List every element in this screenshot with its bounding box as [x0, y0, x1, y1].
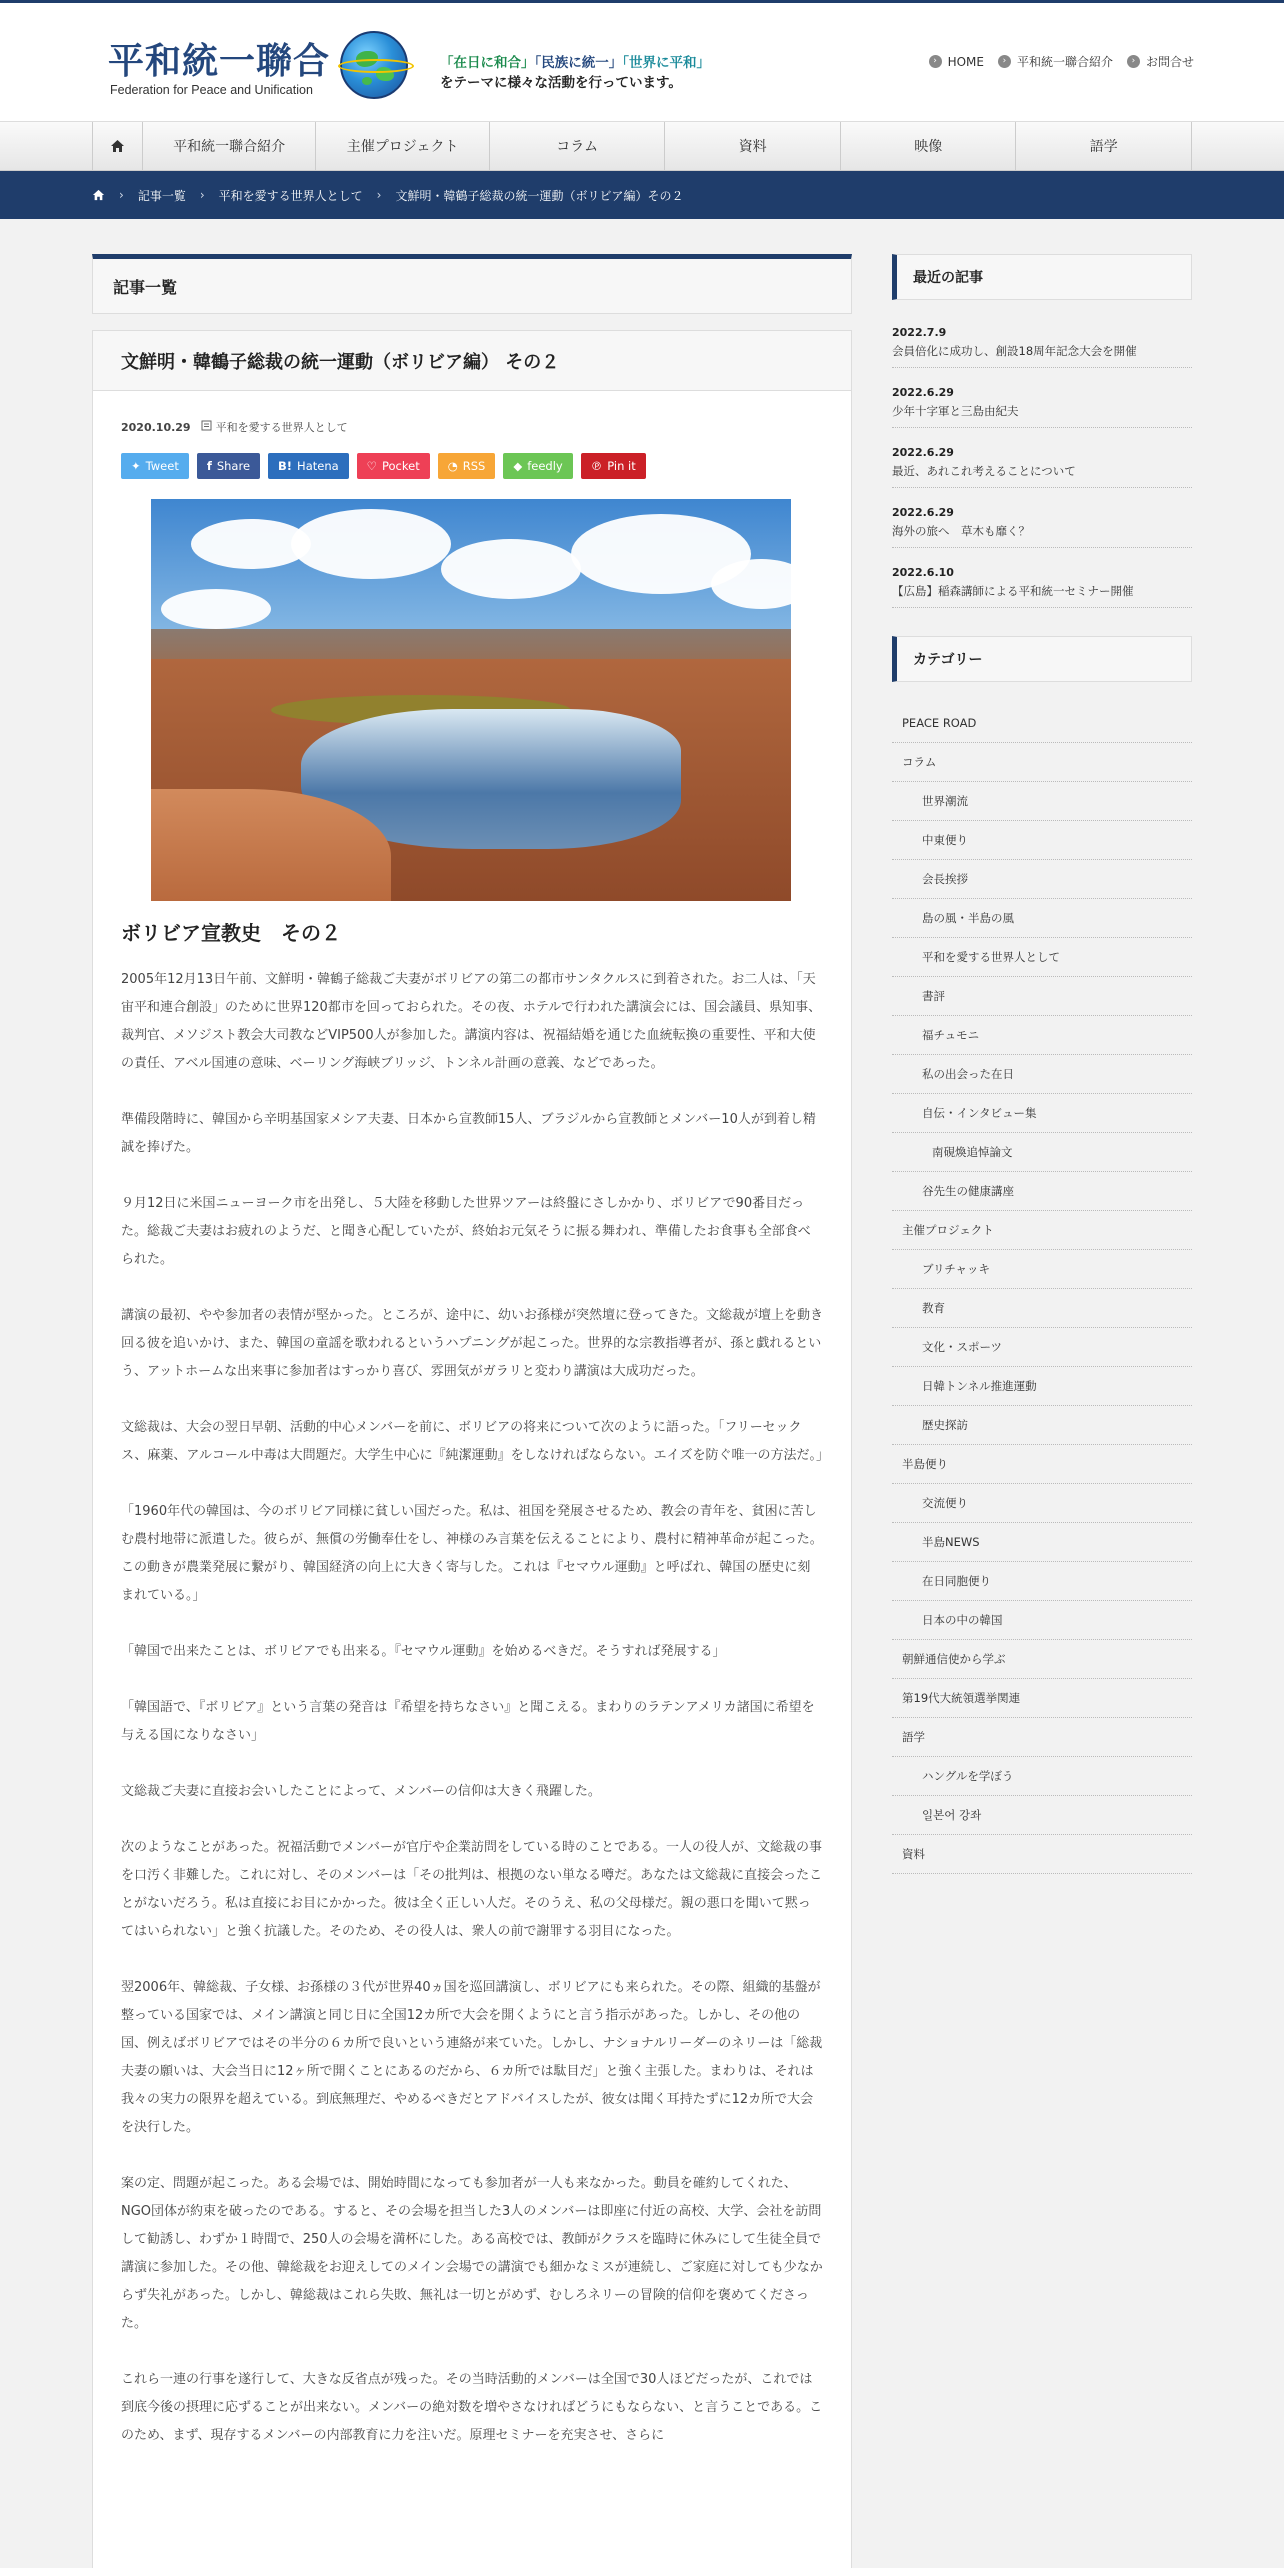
chevron-right-icon: ›: [929, 55, 942, 68]
category-item[interactable]: コラム: [892, 743, 1192, 782]
home-icon: [110, 139, 125, 153]
post-title: 文鮮明・韓鶴子総裁の統一運動（ボリビア編） その２: [93, 331, 851, 391]
paragraph: 準備段階時に、韓国から辛明基国家メシア夫妻、日本から宣教師15人、ブラジルから宣教師とメンバー10人が到着し精誠を捧げた。: [121, 1112, 816, 1155]
post-date: 2020.10.29: [121, 420, 191, 434]
globe-logo-icon: [340, 31, 408, 99]
category-item[interactable]: 語学: [892, 1718, 1192, 1757]
folder-icon: [201, 420, 212, 434]
category-item[interactable]: 第19代大統領選挙関連: [892, 1679, 1192, 1718]
paragraph: 文総裁は、大会の翌日早朝、活動的中心メンバーを前に、ボリビアの将来について次のように語った。「フリーセックス、麻薬、アルコール中毒は大問題だ。大学生中心に『純潔運動』をしなければならない。エイズを防ぐ唯一の方法だ。」: [121, 1420, 829, 1463]
category-item[interactable]: 平和を愛する世界人として: [892, 938, 1192, 977]
category-item[interactable]: 歴史探訪: [892, 1406, 1192, 1445]
recent-post-title[interactable]: 【広島】稲森講師による平和統一セミナー開催: [892, 584, 1134, 598]
article-photo: [151, 499, 791, 901]
recent-post-title[interactable]: 会員倍化に成功し、創設18周年記念大会を開催: [892, 344, 1137, 358]
home-icon[interactable]: [92, 189, 105, 201]
category-heading: カテゴリー: [892, 636, 1192, 682]
category-item[interactable]: 日韓トンネル推進運動: [892, 1367, 1192, 1406]
top-link-label: お問合せ: [1145, 55, 1194, 69]
category-item[interactable]: 일본어 강좌: [892, 1796, 1192, 1835]
tagline-line-2: をテーマに様々な活動を行っています。: [440, 75, 682, 91]
category-item[interactable]: 半島便り: [892, 1445, 1192, 1484]
share-label: Hatena: [297, 459, 339, 473]
paragraph: 「韓国で出来たことは、ボリビアでも出来る。『セマウル運動』を始めるべきだ。そうすれば発展する」: [121, 1644, 726, 1659]
recent-post-item[interactable]: [892, 322, 1192, 368]
chevron-right-icon: ›: [119, 188, 124, 202]
tagline-part-2: 「民族に統一」: [534, 55, 623, 71]
paragraph: 「1960年代の韓国は、今のボリビア同様に貧しい国だった。私は、祖国を発展させるため、教会の青年を、貧困に苦しむ農村地帯に派遣した。彼らが、無償の労働奉仕をし、神様のみ言葉を伝えることにより、農村に精神革命が起こった。この動きが農業発展に繋がり、韓国経済の向上に大きく寄与した。これは『セマウル運動』と呼ばれ、韓国の歴史に刻まれている。」: [121, 1504, 823, 1603]
category-item[interactable]: 書評: [892, 977, 1192, 1016]
category-item[interactable]: 島の風・半島の風: [892, 899, 1192, 938]
post-category-link[interactable]: 平和を愛する世界人として: [215, 421, 348, 434]
paragraph: 2005年12月13日午前、文鮮明・韓鶴子総裁ご夫妻がボリビアの第二の都市サンタクルスに到着された。お二人は、「天宙平和連合創設」のために世界120都市を回っておられた。その夜、ホテルで行われた講演会には、国会議員、県知事、裁判官、メソジスト教会大司教などVIP500人が参加した。講演内容は、祝福結婚を通じた血統転換の重要性、平和大使の責任、アベル国連の意味、ベーリング海峡ブリッジ、トンネル計画の意義、などであった。: [121, 972, 822, 1071]
nav-item-about[interactable]: 平和統一聯合紹介: [143, 122, 317, 170]
tagline-part-3: 「世界に平和」: [622, 55, 710, 71]
main-content: [92, 254, 852, 2568]
category-item[interactable]: ブリチャッキ: [892, 1250, 1192, 1289]
breadcrumb-current: 文鮮明・韓鶴子総裁の統一運動（ボリビア編）その２: [395, 188, 684, 203]
category-item[interactable]: 朝鮮通信使から学ぶ: [892, 1640, 1192, 1679]
category-item[interactable]: 文化・スポーツ: [892, 1328, 1192, 1367]
facebook-share-button[interactable]: [197, 453, 260, 479]
facebook-icon: f: [206, 459, 212, 473]
recent-post-date: 2022.6.29: [892, 446, 954, 459]
chevron-right-icon: ›: [376, 188, 382, 202]
global-nav: [0, 121, 1284, 171]
recent-post-item[interactable]: [892, 502, 1192, 548]
nav-item-column[interactable]: コラム: [490, 122, 666, 170]
top-links: [929, 53, 1194, 70]
category-item[interactable]: 主催プロジェクト: [892, 1211, 1192, 1250]
section-title: ボリビア宣教史 その２: [121, 921, 341, 945]
top-link-contact[interactable]: [1127, 53, 1194, 70]
recent-post-date: 2022.7.9: [892, 326, 947, 339]
category-list: [892, 704, 1192, 1874]
paragraph: 案の定、問題が起こった。ある会場では、開始時間になっても参加者が一人も来なかった。動員を確約してくれた、NGO団体が約束を破ったのである。すると、その会場を担当した3人のメンバーは即座に付近の高校、大学、会社を訪問して勧誘し、わずか１時間で、250人の会場を満杯にした。ある高校では、教師がクラスを臨時に休みにして生徒全員で講演に参加した。その他、韓総裁をお迎えしてのメイン会場での講演でも細かなミスが連続し、ご家庭に対しても少なからず失礼があった。しかし、韓総裁はこれら失敗、無礼は一切とがめず、むしろネリーの冒険的信仰を褒めてくださった。: [121, 2176, 823, 2331]
paragraph: これら一連の行事を遂行して、大きな反省点が残った。その当時活動的メンバーは全国で30人ほどだったが、これでは到底今後の摂理に応ずることが出来ない。メンバーの絶対数を増やさなければどうにもならない、と言うことである。このため、まず、現存するメンバーの内部教育に力を注いだ。原理セミナーを充実させ、さらに: [121, 2372, 823, 2443]
recent-posts-heading: 最近の記事: [892, 254, 1192, 300]
category-item[interactable]: 日本の中の韓国: [892, 1601, 1192, 1640]
chevron-right-icon: ›: [998, 55, 1011, 68]
category-item[interactable]: 私の出会った在日: [892, 1055, 1192, 1094]
breadcrumb-bar: [0, 171, 1284, 219]
share-label: Share: [216, 459, 251, 473]
paragraph: ９月12日に米国ニューヨーク市を出発し、５大陸を移動した世界ツアーは終盤にさしかかり、ボリビアで90番目だった。総裁ご夫妻はお疲れのようだ、と聞き心配していたが、終始お元気そうに振る舞われ、準備したお食事も全部食べられた。: [121, 1196, 811, 1267]
category-item[interactable]: 世界潮流: [892, 782, 1192, 821]
pinterest-icon: ℗: [590, 459, 603, 473]
recent-post-title[interactable]: 少年十字軍と三島由紀夫: [892, 404, 1019, 418]
hatena-icon: B!: [278, 459, 293, 473]
feedly-icon: ◆: [513, 459, 523, 473]
nav-home-button[interactable]: [93, 122, 143, 170]
pocket-button[interactable]: [357, 453, 430, 479]
top-link-label: 平和統一聯合紹介: [1016, 55, 1113, 69]
top-link-home[interactable]: [929, 53, 984, 70]
archive-heading: 記事一覧: [92, 254, 852, 314]
category-item[interactable]: 半島NEWS: [892, 1523, 1192, 1562]
post-meta: [121, 419, 851, 435]
share-buttons: [121, 453, 851, 479]
category-item[interactable]: 福チュモニ: [892, 1016, 1192, 1055]
feedly-button[interactable]: [503, 453, 572, 479]
breadcrumb: [92, 171, 683, 219]
sidebar: [892, 254, 1192, 1874]
share-label: feedly: [527, 459, 563, 473]
category-item[interactable]: 谷先生の健康講座: [892, 1172, 1192, 1211]
category-item[interactable]: 資料: [892, 1835, 1192, 1874]
recent-post-item[interactable]: [892, 442, 1192, 488]
top-link-label: HOME: [947, 54, 984, 69]
tagline-part-1: 「在日に和合」: [440, 55, 535, 71]
pinterest-button[interactable]: [581, 453, 646, 479]
twitter-icon: ✦: [131, 459, 141, 473]
category-item[interactable]: ハングルを学ぼう: [892, 1757, 1192, 1796]
share-label: Pin it: [607, 459, 636, 473]
paragraph: 文総裁ご夫妻に直接お会いしたことによって、メンバーの信仰は大きく飛躍した。: [121, 1784, 601, 1799]
tweet-button[interactable]: [121, 453, 189, 479]
breadcrumb-item[interactable]: 平和を愛する世界人として: [218, 188, 363, 203]
recent-posts-list: [892, 322, 1192, 608]
hatena-button[interactable]: [268, 453, 349, 479]
rss-button[interactable]: [438, 453, 496, 479]
recent-post-title[interactable]: 海外の旅へ 草木も靡く？: [892, 524, 1030, 538]
category-item[interactable]: 中東便り: [892, 821, 1192, 860]
chevron-right-icon: ›: [199, 188, 205, 202]
nav-item-video[interactable]: 映像: [841, 122, 1017, 170]
top-link-about[interactable]: [998, 53, 1113, 70]
breadcrumb-item[interactable]: 記事一覧: [137, 188, 186, 203]
category-item[interactable]: 会長挨拶: [892, 860, 1192, 899]
paragraph: 講演の最初、やや参加者の表情が堅かった。ところが、途中に、幼いお孫様が突然壇に登ってきた。文総裁が壇上を動き回る彼を追いかけ、また、韓国の童謡を歌われるというハプニングが起こった。世界的な宗教指導者が、孫と戯れるという、アットホームな出来事に参加者はすっかり喜び、雰囲気がガラリと変わり講演は大成功だった。: [121, 1308, 824, 1379]
category-item[interactable]: 教育: [892, 1289, 1192, 1328]
chevron-right-icon: ›: [1127, 55, 1140, 68]
category-item[interactable]: PEACE ROAD: [892, 704, 1192, 743]
site-tagline: [440, 53, 710, 93]
site-header: [0, 3, 1284, 121]
share-label: Pocket: [381, 459, 420, 473]
recent-post-item[interactable]: [892, 562, 1192, 608]
article: [92, 330, 852, 2568]
recent-post-title[interactable]: 最近、あれこれ考えることについて: [892, 464, 1076, 478]
paragraph: 次のようなことがあった。祝福活動でメンバーが官庁や企業訪問をしている時のことである。一人の役人が、文総裁の事を口汚く非難した。これに対し、そのメンバーは「その批判は、根拠のない単なる噂だ。あなたは文総裁に直接会ったことがないだろう。私は直接にお目にかかった。彼は全く正しい人だ。そのうえ、私の父母様だ。親の悪口を聞いて黙ってはいられない」と強く抗議した。そのため、その役人は、衆人の前で謝罪する羽目になった。: [121, 1840, 823, 1939]
logo-title: 平和統一聯合: [108, 40, 331, 82]
paragraph: 翌2006年、韓総裁、子女様、お孫様の３代が世界40ヵ国を巡回講演し、ボリビアにも来られた。その際、組織的基盤が整っている国家では、メイン講演と同じ日に全国12カ所で大会を開くようにと言う指示があった。しかし、その他の国、例えばボリビアではその半分の６カ所で良いという連絡が来ていた。しかし、ナショナルリーダーのネリーは「総裁夫妻の願いは、大会当日に12ヶ所で開くことにあるのだから、６カ所では駄目だ」と強く主張した。まわりは、それは我々の実力の限界を超えている。到底無理だ、やめるべきだとアドバイスしたが、彼女は聞く耳持たずに12カ所で大会を決行した。: [121, 1980, 823, 2135]
pocket-icon: ♡: [366, 459, 377, 473]
category-item[interactable]: 交流便り: [892, 1484, 1192, 1523]
paragraph: 「韓国語で、『ボリビア』という言葉の発音は『希望を持ちなさい』と聞こえる。まわりのラテンアメリカ諸国に希望を与える国になりなさい」: [121, 1700, 815, 1743]
recent-post-date: 2022.6.10: [892, 566, 954, 579]
logo-subtitle: Federation for Peace and Unification: [110, 83, 313, 97]
article-body: [121, 966, 829, 2450]
nav-item-materials[interactable]: 資料: [665, 122, 841, 170]
recent-post-date: 2022.6.29: [892, 386, 954, 399]
category-item[interactable]: 南硯煥追悼論文: [892, 1133, 1192, 1172]
share-label: RSS: [462, 459, 486, 473]
share-label: Tweet: [145, 459, 179, 473]
rss-icon: ◔: [447, 459, 458, 473]
nav-item-projects[interactable]: 主催プロジェクト: [316, 122, 490, 170]
category-item[interactable]: 在日同胞便り: [892, 1562, 1192, 1601]
category-item[interactable]: 自伝・インタビュー集: [892, 1094, 1192, 1133]
site-logo[interactable]: [108, 33, 408, 105]
recent-post-date: 2022.6.29: [892, 506, 954, 519]
recent-post-item[interactable]: [892, 382, 1192, 428]
nav-item-language[interactable]: 語学: [1016, 122, 1192, 170]
